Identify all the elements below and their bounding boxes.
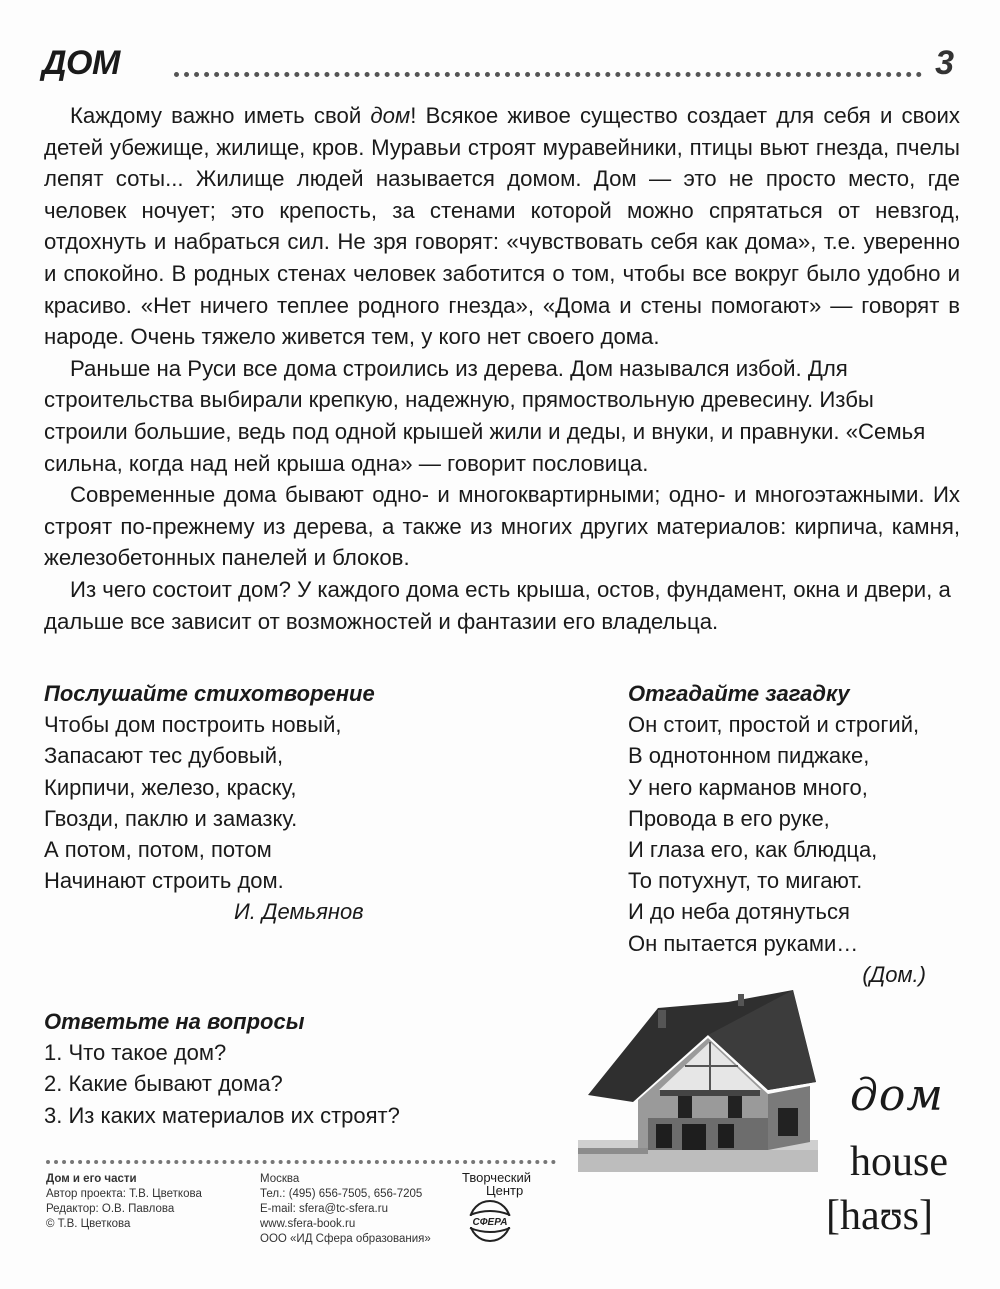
question-item: 2. Какие бывают дома? [44,1071,283,1097]
poem-line: Кирпичи, железо, краску, [44,774,297,800]
riddle-line: Он пытается руками… [628,930,859,956]
imprint-phone: Тел.: (495) 656-7505, 656-7205 [260,1188,423,1200]
poem-line: Начинают строить дом. [44,868,284,894]
sphere-logo-icon [458,1198,522,1244]
logo-word: СФЕРА [472,1217,508,1228]
imprint-line: Редактор: О.В. Павлова [46,1203,175,1215]
imprint-website: www.sfera-book.ru [260,1218,356,1230]
riddle-line: Он стоит, простой и строгий, [628,712,920,738]
imprint-city: Москва [260,1173,300,1185]
poem-author: И. Демьянов [234,899,364,925]
poem-heading: Послушайте стихотворение [44,681,375,706]
vocab-transcription: [haʊs] [826,1193,934,1239]
intro-paragraph-1: Каждому важно иметь свой дом! Всякое живое существо создает для себя и своих детей убежище, жилище, кров. Муравьи строят муравейники, птицы вьют гнезда, пчелы лепят соты... Жилище людей называется домом. Дом — это не просто место, где человек ночует; это крепость, за стенами которой можно спрятаться от невзгод, отдохнуть и набраться сил. Не зря говорят: «чувствовать себя как дома», т.е. уверенно и спокойно. В родных стенах человек заботится о том, чтобы все вокруг было удобно и красиво. «Нет ничего теплее родного гнезда», «Дома и стены помогают» — говорят в народе. Очень тяжело живется тем, у кого нет своего дома. [44,103,960,350]
riddle-answer: (Дом.) [862,961,926,987]
imprint-series-title: Дом и его части [46,1173,137,1185]
imprint-contacts [260,1172,460,1247]
page-number: 3 [935,44,954,82]
riddle-line: И глаза его, как блюдца, [628,837,878,863]
riddle-section [628,678,968,990]
logo-text-line2: Центр [486,1183,524,1198]
riddle-line: Провода в его руке, [628,805,830,831]
intro-paragraph-2: Раньше на Руси все дома строились из дерева. Дом назывался избой. Для строительства выбирали крепкую, надежную, прямоствольную древесину. Избы строили большие, ведь под одной крышей жили и деды, и внуки, и правнуки. «Семья сильна, когда над ней крыша одна» — говорит пословица. [44,355,926,476]
page-header [42,42,958,86]
imprint-publisher: ООО «ИД Сфера образования» [260,1233,431,1245]
footer-dotted-divider [46,1160,556,1164]
riddle-line: У него карманов много, [628,774,868,800]
house-photo [578,990,818,1172]
imprint-email: E-mail: sfera@tc-sfera.ru [260,1203,388,1215]
imprint-line: © Т.В. Цветкова [46,1218,131,1230]
intro-paragraph-3: Современные дома бывают одно- и многоквартирными; одно- и многоэтажными. Их строят по-прежнему из дерева, а также из многих других материалов: кирпича, камня, железобетонных панелей и блоков. [44,482,960,571]
question-item: 3. Из каких материалов их строят? [44,1102,400,1128]
questions-section [44,1006,504,1131]
question-item: 1. Что такое дом? [44,1040,227,1066]
imprint-credits [46,1172,246,1232]
intro-text [44,100,960,637]
riddle-line: В однотонном пиджаке, [628,743,870,769]
poem-line: Чтобы дом построить новый, [44,712,342,738]
vocab-english-word: house [850,1139,948,1185]
imprint-line: Автор проекта: Т.В. Цветкова [46,1188,202,1200]
intro-paragraph-4: Из чего состоит дом? У каждого дома есть крыша, остов, фундамент, окна и двери, а дальше все зависит от возможностей и фантазии его владельца. [44,576,951,634]
logo-text-line1: Творческий [462,1170,532,1185]
poem-section [44,678,444,928]
publisher-logo [456,1170,560,1246]
questions-heading: Ответьте на вопросы [44,1009,305,1034]
header-dotted-leader [174,72,922,77]
riddle-heading: Отгадайте загадку [628,681,850,706]
vocab-cursive-word: дом [850,1070,944,1121]
page-title: ДОМ [42,44,120,82]
vocabulary-card [820,1072,970,1240]
riddle-line: И до неба дотянуться [628,899,850,925]
poem-line: Гвозди, паклю и замазку. [44,805,298,831]
riddle-line: То потухнут, то мигают. [628,868,863,894]
poem-line: А потом, потом, потом [44,837,272,863]
poem-line: Запасают тес дубовый, [44,743,284,769]
emphasis-word: дом [370,103,411,128]
